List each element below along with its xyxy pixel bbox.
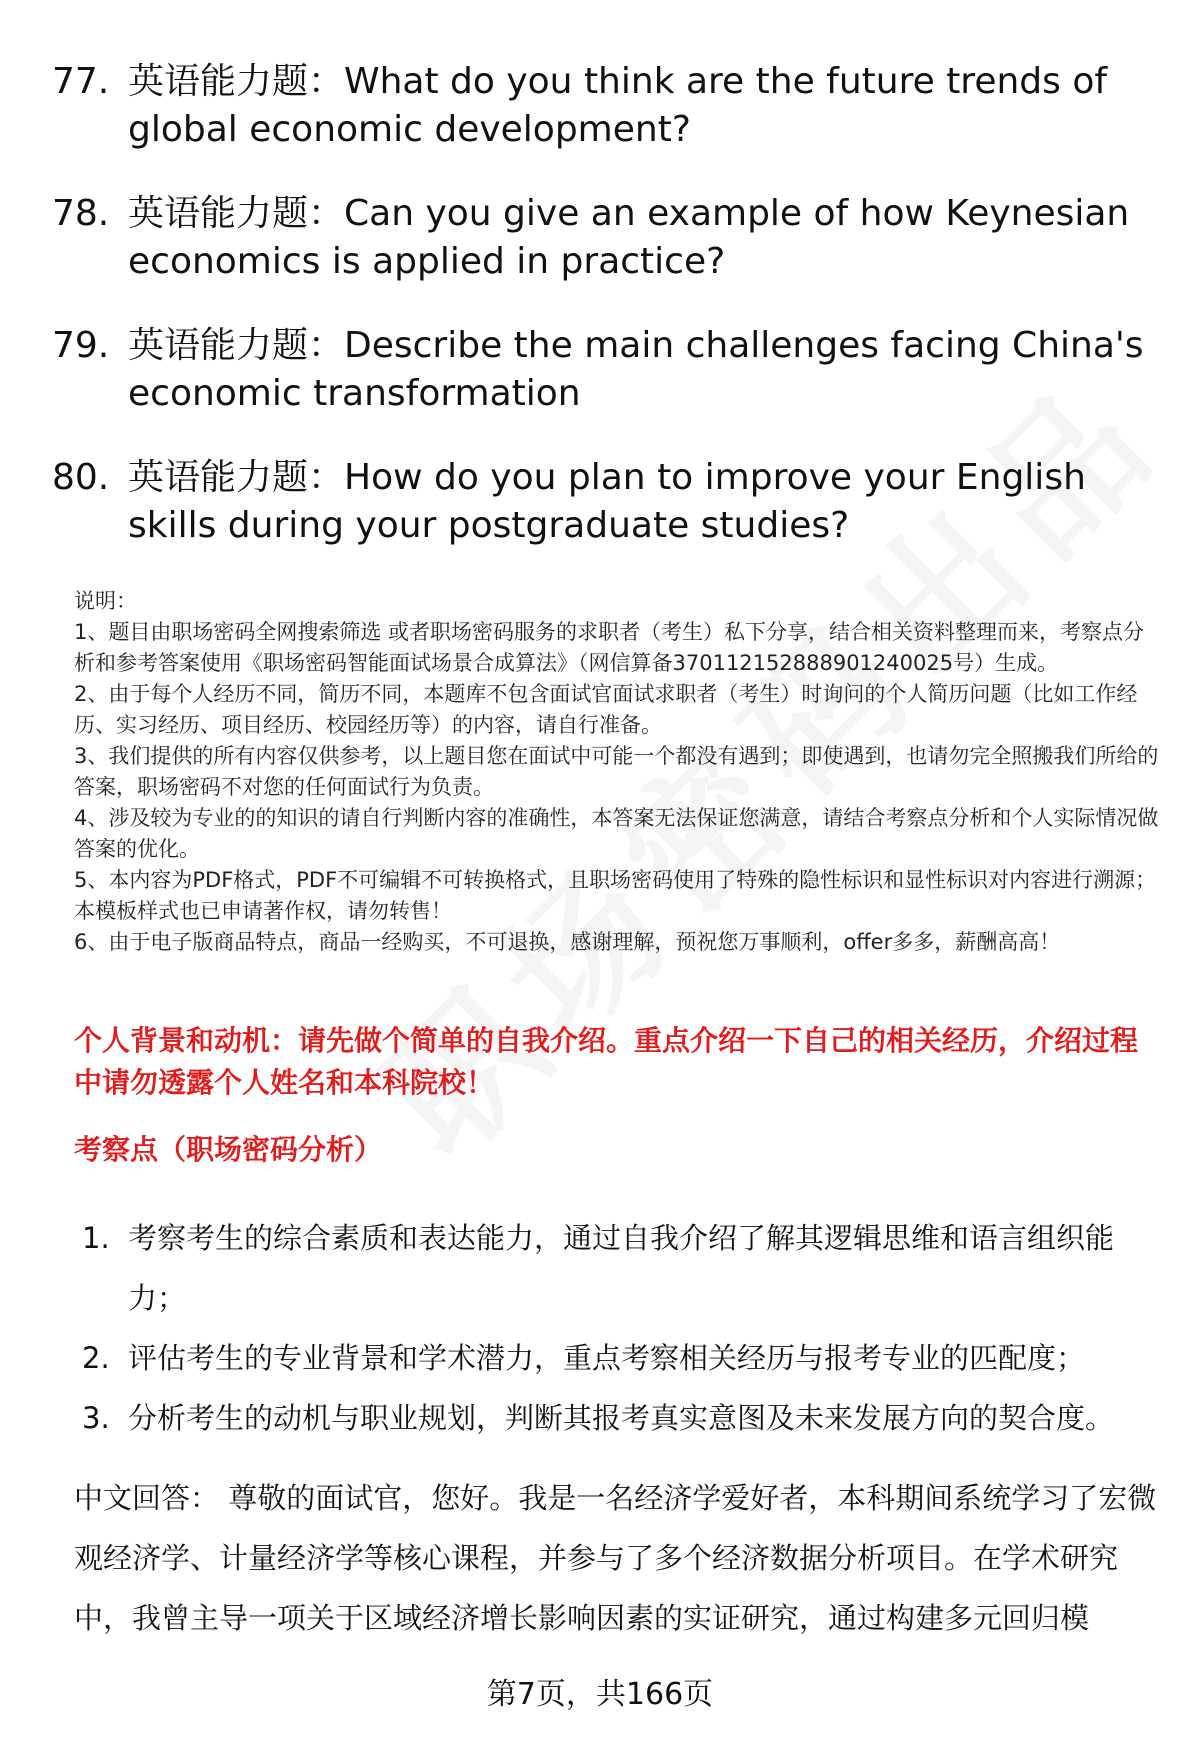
exam-point-text: 考察考生的综合素质和表达能力，通过自我介绍了解其逻辑思维和语言组织能力； — [128, 1221, 1115, 1315]
question-number: 80. — [52, 457, 110, 498]
exam-point-number: 3. — [82, 1401, 110, 1435]
note-item: 4、涉及较为专业的的知识的请自行判断内容的准确性，本答案无法保证您满意，请结合考察点分析和个人实际情况做答案的优化。 — [74, 806, 1159, 861]
question-list — [52, 58, 1162, 586]
question-number: 77. — [52, 61, 110, 102]
exam-point-text: 分析考生的动机与职业规划，判断其报考真实意图及未来发展方向的契合度。 — [128, 1401, 1115, 1435]
notes-section — [74, 586, 1160, 958]
question-text: 英语能力题：Describe the main challenges facing China's economic transformation — [128, 325, 1144, 414]
section-title: 个人背景和动机：请先做个简单的自我介绍。重点介绍一下自己的相关经历，介绍过程中请勿透露个人姓名和本科院校！ — [74, 1024, 1139, 1099]
exam-points-list — [82, 1208, 1162, 1448]
question-text: 英语能力题：How do you plan to improve your English skills during your postgraduate studies? — [128, 457, 1086, 546]
note-item: 5、本内容为PDF格式，PDF不可编辑不可转换格式，且职场密码使用了特殊的隐性标识和显性标识对内容进行溯源；本模板样式也已申请著作权，请勿转售！ — [74, 868, 1157, 923]
note-item: 6、由于电子版商品特点，商品一经购买，不可退换，感谢理解，预祝您万事顺利，offer多多，薪酬高高！ — [74, 930, 1061, 954]
page-footer: 第7页，共166页 — [486, 1677, 714, 1712]
note-item: 3、我们提供的所有内容仅供参考，以上题目您在面试中可能一个都没有遇到；即使遇到，也请勿完全照搬我们所给的答案，职场密码不对您的任何面试行为负责。 — [74, 744, 1159, 799]
exam-point-number: 1. — [82, 1221, 110, 1255]
exam-point-item — [82, 1328, 1162, 1388]
notes-heading: 说明： — [74, 589, 137, 613]
note-item: 1、题目由职场密码全网搜索筛选 或者职场密码服务的求职者（考生）私下分享，结合相关资料整理而来，考察点分析和参考答案使用《职场密码智能面试场景合成算法》（网信算备370112152888901240025号）生成。 — [74, 620, 1145, 675]
exam-point-number: 2. — [82, 1341, 110, 1375]
question-number: 79. — [52, 325, 110, 366]
question-item — [52, 58, 1162, 154]
answer-paragraph: 中文回答： 尊敬的面试官，您好。我是一名经济学爱好者，本科期间系统学习了宏微观经济学、计量经济学等核心课程，并参与了多个经济数据分析项目。在学术研究中，我曾主导一项关于区域经济增长影响因素的实证研究，通过构建多元回归模 — [74, 1481, 1157, 1635]
question-item — [52, 190, 1162, 286]
question-text: 英语能力题：Can you give an example of how Keynesian economics is applied in practice? — [128, 193, 1130, 282]
question-item — [52, 454, 1162, 550]
note-item: 2、由于每个人经历不同，简历不同，本题库不包含面试官面试求职者（考生）时询问的个人简历问题（比如工作经历、实习经历、项目经历、校园经历等）的内容，请自行准备。 — [74, 682, 1138, 737]
exam-point-item — [82, 1208, 1162, 1328]
exam-point-text: 评估考生的专业背景和学术潜力，重点考察相关经历与报考专业的匹配度； — [128, 1341, 1086, 1375]
question-item — [52, 322, 1162, 418]
exam-point-item — [82, 1388, 1162, 1448]
question-number: 78. — [52, 193, 110, 234]
question-text: 英语能力题：What do you think are the future trends of global economic development? — [128, 61, 1108, 150]
exam-points-title: 考察点（职场密码分析） — [74, 1133, 383, 1166]
